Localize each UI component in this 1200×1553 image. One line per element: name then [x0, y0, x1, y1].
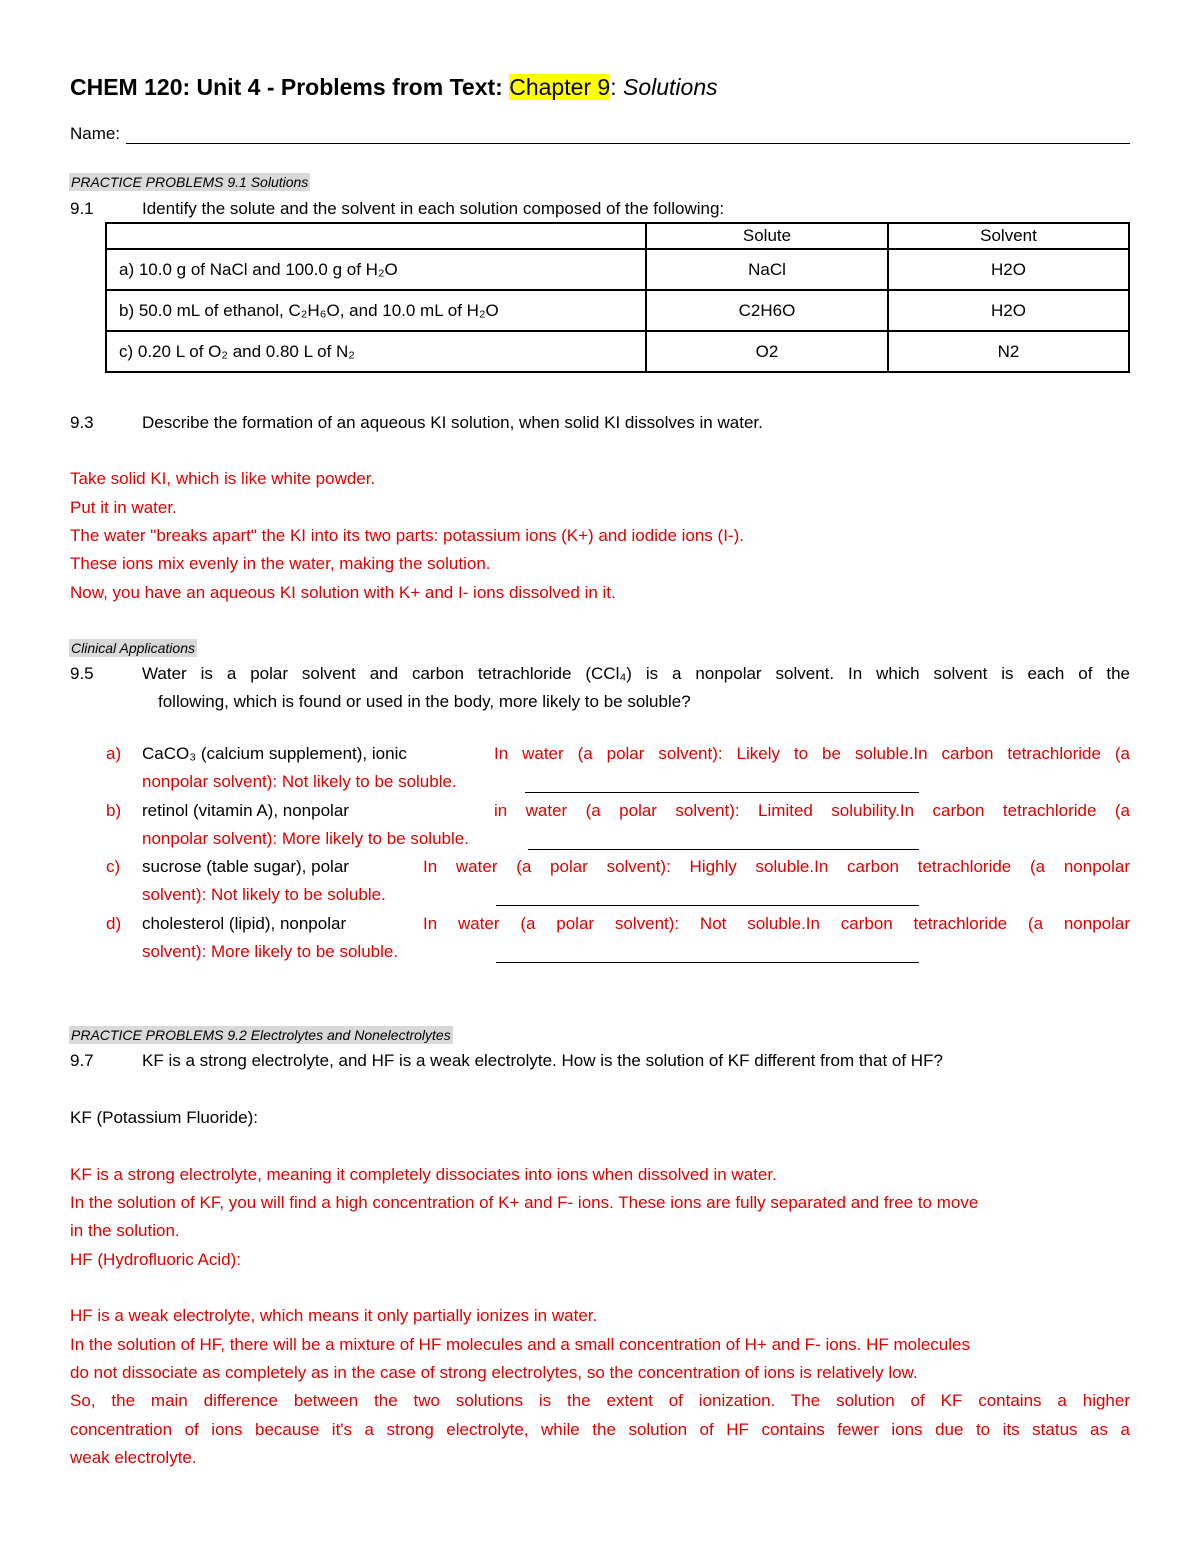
section-heading-9-2: PRACTICE PROBLEMS 9.2 Electrolytes and Nonelectrolytes: [71, 1027, 451, 1043]
question-9-3-number: 9.3: [70, 413, 94, 432]
table-row-label: c) 0.20 L of O₂ and 0.80 L of N₂: [106, 331, 646, 372]
title-highlight: Chapter 9: [509, 74, 611, 100]
item-label: cholesterol (lipid), nonpolar: [142, 914, 347, 933]
item-answer-line2: solvent): More likely to be soluble.: [142, 942, 399, 961]
question-9-3-text: Describe the formation of an aqueous KI solution, when solid KI dissolves in water.: [142, 413, 763, 432]
name-field-line[interactable]: [126, 143, 1130, 144]
answer-blank-line: [525, 792, 919, 793]
answer-9-3-line: Put it in water.: [70, 498, 177, 517]
question-9-1-number: 9.1: [70, 199, 94, 218]
item-answer-line1: In water (a polar solvent): Highly soluble.In carbon tetrachloride (a nonpolar: [423, 857, 1130, 876]
solute-solvent-table: [105, 222, 1130, 373]
table-header-blank: [106, 223, 646, 249]
answer-9-3-line: Take solid KI, which is like white powder.: [70, 469, 376, 488]
question-9-5-number: 9.5: [70, 664, 94, 683]
section-heading-9-1: PRACTICE PROBLEMS 9.1 Solutions: [71, 174, 309, 190]
table-cell-solvent: N2: [888, 331, 1129, 372]
question-9-5-line1: Water is a polar solvent and carbon tetrachloride (CCl₄) is a nonpolar solvent. In which solvent is each of the: [142, 664, 1130, 683]
item-letter: b): [106, 801, 122, 820]
title-main: CHEM 120: Unit 4 - Problems from Text:: [70, 74, 510, 100]
kf-heading: KF (Potassium Fluoride):: [70, 1108, 258, 1127]
answer-9-3-line: The water "breaks apart" the KI into its two parts: potassium ions (K+) and iodide ions (I-).: [70, 526, 744, 545]
item-answer-line1: in water (a polar solvent): Limited solubility.In carbon tetrachloride (a: [494, 801, 1130, 820]
item-letter: d): [106, 914, 122, 933]
name-label: Name:: [70, 124, 121, 143]
hf-answer-line: do not dissociate as completely as in the case of strong electrolytes, so the concentration of ions is relatively low.: [70, 1363, 918, 1382]
item-label: CaCO₃ (calcium supplement), ionic: [142, 744, 407, 763]
summary-line: concentration of ions because it's a strong electrolyte, while the solution of HF contains fewer ions due to its status as a: [70, 1420, 1130, 1439]
title-italic: Solutions: [623, 74, 718, 100]
item-answer-line1: In water (a polar solvent): Not soluble.In carbon tetrachloride (a nonpolar: [423, 914, 1130, 933]
table-cell-solute: O2: [646, 331, 888, 372]
item-letter: c): [106, 857, 121, 876]
item-answer-line1: In water (a polar solvent): Likely to be soluble.In carbon tetrachloride (a: [494, 744, 1130, 763]
item-label: retinol (vitamin A), nonpolar: [142, 801, 349, 820]
table-header-row: [106, 223, 1129, 249]
answer-blank-line: [528, 849, 919, 850]
answer-9-3-line: These ions mix evenly in the water, making the solution.: [70, 554, 491, 573]
hf-heading: HF (Hydrofluoric Acid):: [70, 1250, 241, 1269]
table-row-label: b) 50.0 mL of ethanol, C₂H₆O, and 10.0 mL of H₂O: [106, 290, 646, 331]
summary-line: So, the main difference between the two solutions is the extent of ionization. The solution of KF contains a higher: [70, 1391, 1130, 1410]
table-row: [106, 331, 1129, 372]
question-9-7-number: 9.7: [70, 1051, 94, 1070]
hf-answer-line: In the solution of HF, there will be a mixture of HF molecules and a small concentration of H+ and F- ions. HF molecules: [70, 1335, 970, 1354]
summary-line: weak electrolyte.: [70, 1448, 197, 1467]
hf-answer-line: HF is a weak electrolyte, which means it only partially ionizes in water.: [70, 1306, 598, 1325]
table-row-label: a) 10.0 g of NaCl and 100.0 g of H₂O: [106, 249, 646, 290]
answer-blank-line: [496, 905, 919, 906]
table-cell-solute: NaCl: [646, 249, 888, 290]
kf-answer-line: in the solution.: [70, 1221, 180, 1240]
item-letter: a): [106, 744, 122, 763]
table-cell-solute: C2H6O: [646, 290, 888, 331]
table-cell-solvent: H2O: [888, 290, 1129, 331]
page-title: [70, 74, 718, 101]
item-answer-line2: nonpolar solvent): Not likely to be soluble.: [142, 772, 457, 791]
answer-9-3-line: Now, you have an aqueous KI solution with K+ and I- ions dissolved in it.: [70, 583, 616, 602]
kf-answer-line: KF is a strong electrolyte, meaning it completely dissociates into ions when dissolved in water.: [70, 1165, 777, 1184]
table-header-solute: Solute: [646, 223, 888, 249]
item-label: sucrose (table sugar), polar: [142, 857, 349, 876]
question-9-7-text: KF is a strong electrolyte, and HF is a weak electrolyte. How is the solution of KF different from that of HF?: [142, 1051, 943, 1070]
title-colon: :: [610, 74, 623, 100]
section-heading-clinical: Clinical Applications: [71, 640, 195, 656]
item-answer-line2: nonpolar solvent): More likely to be soluble.: [142, 829, 469, 848]
table-header-solvent: Solvent: [888, 223, 1129, 249]
item-answer-line2: solvent): Not likely to be soluble.: [142, 885, 386, 904]
table-cell-solvent: H2O: [888, 249, 1129, 290]
question-9-5-line2: following, which is found or used in the body, more likely to be soluble?: [158, 692, 691, 711]
question-9-1-text: Identify the solute and the solvent in each solution composed of the following:: [142, 199, 725, 218]
answer-blank-line: [496, 962, 919, 963]
table-row: [106, 249, 1129, 290]
table-row: [106, 290, 1129, 331]
kf-answer-line: In the solution of KF, you will find a high concentration of K+ and F- ions. These ions are fully separated and free to move: [70, 1193, 979, 1212]
